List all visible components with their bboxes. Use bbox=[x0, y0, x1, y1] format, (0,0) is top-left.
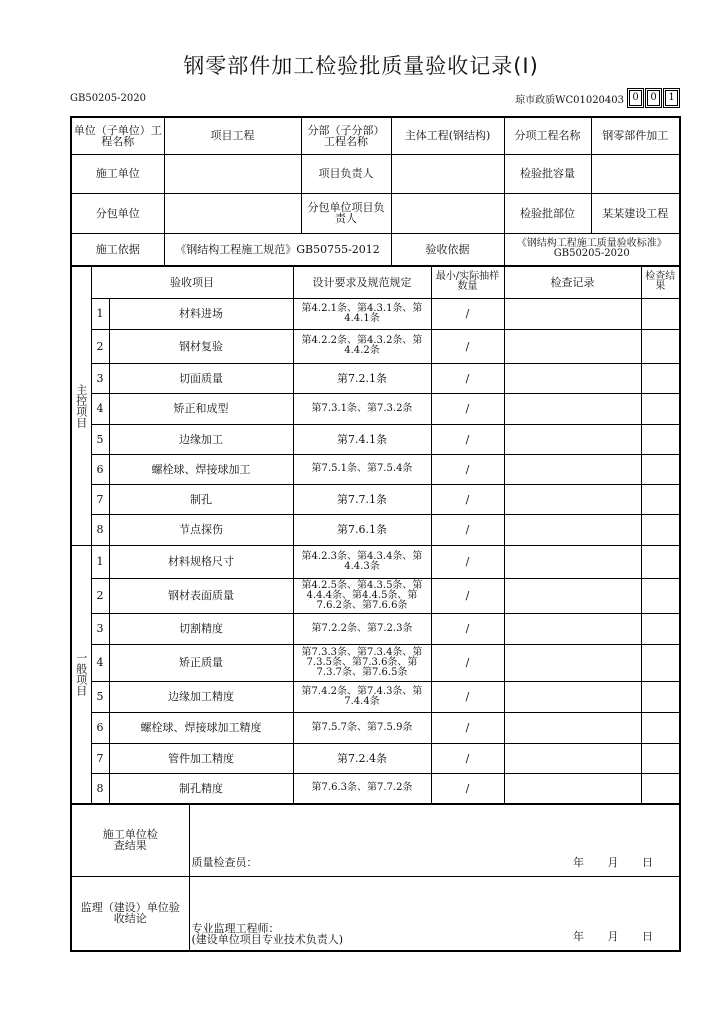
contractor-result-label: 施工单位检查结果 bbox=[71, 804, 189, 876]
serial-box: 0 bbox=[629, 90, 642, 106]
page-title: 钢零部件加工检验批质量验收记录(Ⅰ) bbox=[183, 54, 539, 78]
item-req: 第7.5.1条、第7.5.4条 bbox=[293, 454, 431, 484]
serial-box: 1 bbox=[665, 90, 678, 106]
col-item: 验收项目 bbox=[91, 266, 293, 298]
item-sample: / bbox=[431, 773, 504, 804]
item-req: 第4.2.3条、第4.3.4条、第4.4.3条 bbox=[293, 545, 431, 578]
table-row bbox=[71, 484, 680, 514]
item-sample: / bbox=[431, 424, 504, 454]
serial-box: 0 bbox=[647, 90, 660, 106]
item-no: 4 bbox=[91, 644, 109, 681]
pm-label: 项目负责人 bbox=[301, 154, 391, 193]
item-record[interactable] bbox=[504, 613, 641, 644]
item-req: 第4.2.5条、第4.3.5条、第4.4.4条、第4.4.5条、第7.6.2条、第7.6.6条 bbox=[293, 578, 431, 613]
item-result[interactable] bbox=[641, 424, 680, 454]
main-control-label: 主控项目 bbox=[71, 266, 91, 545]
inspection-table bbox=[70, 265, 681, 805]
item-sample: / bbox=[431, 393, 504, 424]
col-record: 检查记录 bbox=[504, 266, 641, 298]
item-name: 切割精度 bbox=[109, 613, 293, 644]
table-row bbox=[71, 514, 680, 545]
item-req: 第7.2.1条 bbox=[293, 363, 431, 393]
item-record[interactable] bbox=[504, 484, 641, 514]
date: 年 月 日 bbox=[573, 855, 663, 869]
table-row bbox=[71, 644, 680, 681]
general-label: 一般项目 bbox=[71, 545, 91, 804]
item-no: 7 bbox=[91, 484, 109, 514]
item-name: 螺栓球、焊接球加工精度 bbox=[109, 712, 293, 743]
item-record[interactable] bbox=[504, 363, 641, 393]
item-no: 7 bbox=[91, 743, 109, 773]
item-no: 5 bbox=[91, 424, 109, 454]
supervisor-conclusion[interactable] bbox=[189, 876, 680, 951]
item-sample: / bbox=[431, 644, 504, 681]
sub-pm-label: 分包单位项目负责人 bbox=[301, 193, 391, 233]
item-result[interactable] bbox=[641, 393, 680, 424]
item-req: 第7.2.4条 bbox=[293, 743, 431, 773]
item-sample: / bbox=[431, 454, 504, 484]
item-no: 3 bbox=[91, 363, 109, 393]
inspector-label: 质量检查员： bbox=[191, 855, 258, 869]
capacity-value[interactable] bbox=[591, 154, 680, 193]
engineer-note: (建设单位项目专业技术负责人) bbox=[191, 933, 344, 946]
item-sample: / bbox=[431, 298, 504, 329]
item-name: 矫正和成型 bbox=[109, 393, 293, 424]
item-record[interactable] bbox=[504, 329, 641, 363]
item-label: 分项工程名称 bbox=[504, 117, 591, 154]
sub-value[interactable] bbox=[164, 193, 301, 233]
item-no: 6 bbox=[91, 454, 109, 484]
item-no: 2 bbox=[91, 578, 109, 613]
item-record[interactable] bbox=[504, 514, 641, 545]
item-no: 8 bbox=[91, 514, 109, 545]
item-no: 2 bbox=[91, 329, 109, 363]
table-row bbox=[71, 329, 680, 363]
table-row bbox=[71, 578, 680, 613]
item-sample: / bbox=[431, 514, 504, 545]
item-name: 材料进场 bbox=[109, 298, 293, 329]
location-value: 某某建设工程 bbox=[591, 193, 680, 233]
item-result[interactable] bbox=[641, 545, 680, 578]
item-record[interactable] bbox=[504, 644, 641, 681]
signoff-table bbox=[70, 803, 681, 952]
item-sample: / bbox=[431, 613, 504, 644]
item-name: 切面质量 bbox=[109, 363, 293, 393]
item-name: 钢材表面质量 bbox=[109, 578, 293, 613]
item-no: 8 bbox=[91, 773, 109, 804]
basis-value: 《钢结构工程施工规范》GB50755-2012 bbox=[164, 233, 391, 266]
item-result[interactable] bbox=[641, 613, 680, 644]
date: 年 月 日 bbox=[573, 930, 663, 943]
location-label: 检验批部位 bbox=[504, 193, 591, 233]
item-req: 第7.4.1条 bbox=[293, 424, 431, 454]
table-row bbox=[71, 363, 680, 393]
item-record[interactable] bbox=[504, 712, 641, 743]
item-name: 制孔 bbox=[109, 484, 293, 514]
item-result[interactable] bbox=[641, 514, 680, 545]
capacity-label: 检验批容量 bbox=[504, 154, 591, 193]
col-sample: 最小/实际抽样数量 bbox=[431, 266, 504, 298]
item-result[interactable] bbox=[641, 329, 680, 363]
item-record[interactable] bbox=[504, 773, 641, 804]
item-name: 节点探伤 bbox=[109, 514, 293, 545]
table-row bbox=[71, 393, 680, 424]
item-record[interactable] bbox=[504, 424, 641, 454]
item-req: 第7.6.1条 bbox=[293, 514, 431, 545]
accept-label: 验收依据 bbox=[391, 233, 504, 266]
table-row bbox=[71, 712, 680, 743]
item-result[interactable] bbox=[641, 681, 680, 712]
item-req: 第4.2.2条、第4.3.2条、第4.4.2条 bbox=[293, 329, 431, 363]
item-req: 第7.6.3条、第7.7.2条 bbox=[293, 773, 431, 804]
item-name: 边缘加工精度 bbox=[109, 681, 293, 712]
item-result[interactable] bbox=[641, 298, 680, 329]
contractor-value[interactable] bbox=[164, 154, 301, 193]
item-result[interactable] bbox=[641, 363, 680, 393]
item-result[interactable] bbox=[641, 743, 680, 773]
item-record[interactable] bbox=[504, 681, 641, 712]
sub-label: 分包单位 bbox=[71, 193, 164, 233]
unit-value: 项目工程 bbox=[164, 117, 301, 154]
contractor-label: 施工单位 bbox=[71, 154, 164, 193]
item-record[interactable] bbox=[504, 578, 641, 613]
table-row bbox=[71, 454, 680, 484]
item-sample: / bbox=[431, 484, 504, 514]
item-req: 第7.7.1条 bbox=[293, 484, 431, 514]
item-result[interactable] bbox=[641, 712, 680, 743]
item-result[interactable] bbox=[641, 578, 680, 613]
table-row bbox=[71, 743, 680, 773]
item-req: 第7.3.1条、第7.3.2条 bbox=[293, 393, 431, 424]
item-name: 矫正质量 bbox=[109, 644, 293, 681]
item-sample: / bbox=[431, 578, 504, 613]
item-name: 管件加工精度 bbox=[109, 743, 293, 773]
item-no: 1 bbox=[91, 298, 109, 329]
table-row bbox=[71, 545, 680, 578]
item-req: 第7.4.2条、第7.4.3条、第7.4.4条 bbox=[293, 681, 431, 712]
pm-value[interactable] bbox=[391, 154, 504, 193]
supervisor-label: 监理（建设）单位验收结论 bbox=[71, 876, 189, 951]
item-no: 6 bbox=[91, 712, 109, 743]
standard-code: GB50205-2020 bbox=[70, 93, 146, 104]
item-record[interactable] bbox=[504, 298, 641, 329]
item-record[interactable] bbox=[504, 393, 641, 424]
header-table bbox=[70, 116, 681, 267]
item-req: 第7.2.2条、第7.2.3条 bbox=[293, 613, 431, 644]
item-result[interactable] bbox=[641, 484, 680, 514]
contractor-result[interactable] bbox=[189, 804, 680, 876]
table-row bbox=[71, 613, 680, 644]
basis-label: 施工依据 bbox=[71, 233, 164, 266]
item-no: 3 bbox=[91, 613, 109, 644]
item-name: 钢材复验 bbox=[109, 329, 293, 363]
form-code: 琼市政质WC01020403 0 0 1 bbox=[515, 90, 678, 106]
item-result[interactable] bbox=[641, 773, 680, 804]
item-sample: / bbox=[431, 743, 504, 773]
item-name: 制孔精度 bbox=[109, 773, 293, 804]
item-no: 1 bbox=[91, 545, 109, 578]
table-row bbox=[71, 298, 680, 329]
item-sample: / bbox=[431, 329, 504, 363]
engineer-label: 专业监理工程师： bbox=[191, 922, 280, 935]
table-row bbox=[71, 424, 680, 454]
item-record[interactable] bbox=[504, 454, 641, 484]
item-sample: / bbox=[431, 712, 504, 743]
item-result[interactable] bbox=[641, 454, 680, 484]
col-result: 检查结果 bbox=[641, 266, 680, 298]
part-label: 分部（子分部）工程名称 bbox=[301, 117, 391, 154]
table-row bbox=[71, 773, 680, 804]
item-sample: / bbox=[431, 363, 504, 393]
item-req: 第7.5.7条、第7.5.9条 bbox=[293, 712, 431, 743]
item-name: 材料规格尺寸 bbox=[109, 545, 293, 578]
item-result[interactable] bbox=[641, 644, 680, 681]
item-req: 第4.2.1条、第4.3.1条、第4.4.1条 bbox=[293, 298, 431, 329]
item-no: 4 bbox=[91, 393, 109, 424]
item-record[interactable] bbox=[504, 545, 641, 578]
item-req: 第7.3.3条、第7.3.4条、第7.3.5条、第7.3.6条、第7.3.7条、第7.6.5条 bbox=[293, 644, 431, 681]
item-value: 钢零部件加工 bbox=[591, 117, 680, 154]
item-record[interactable] bbox=[504, 743, 641, 773]
item-name: 边缘加工 bbox=[109, 424, 293, 454]
unit-label: 单位（子单位）工程名称 bbox=[71, 117, 164, 154]
item-no: 5 bbox=[91, 681, 109, 712]
part-value: 主体工程(钢结构) bbox=[391, 117, 504, 154]
sub-pm-value[interactable] bbox=[391, 193, 504, 233]
col-req: 设计要求及规范规定 bbox=[293, 266, 431, 298]
table-row bbox=[71, 681, 680, 712]
accept-value: 《钢结构工程施工质量验收标准》GB50205-2020 bbox=[504, 233, 680, 266]
item-sample: / bbox=[431, 681, 504, 712]
item-sample: / bbox=[431, 545, 504, 578]
item-name: 螺栓球、焊接球加工 bbox=[109, 454, 293, 484]
